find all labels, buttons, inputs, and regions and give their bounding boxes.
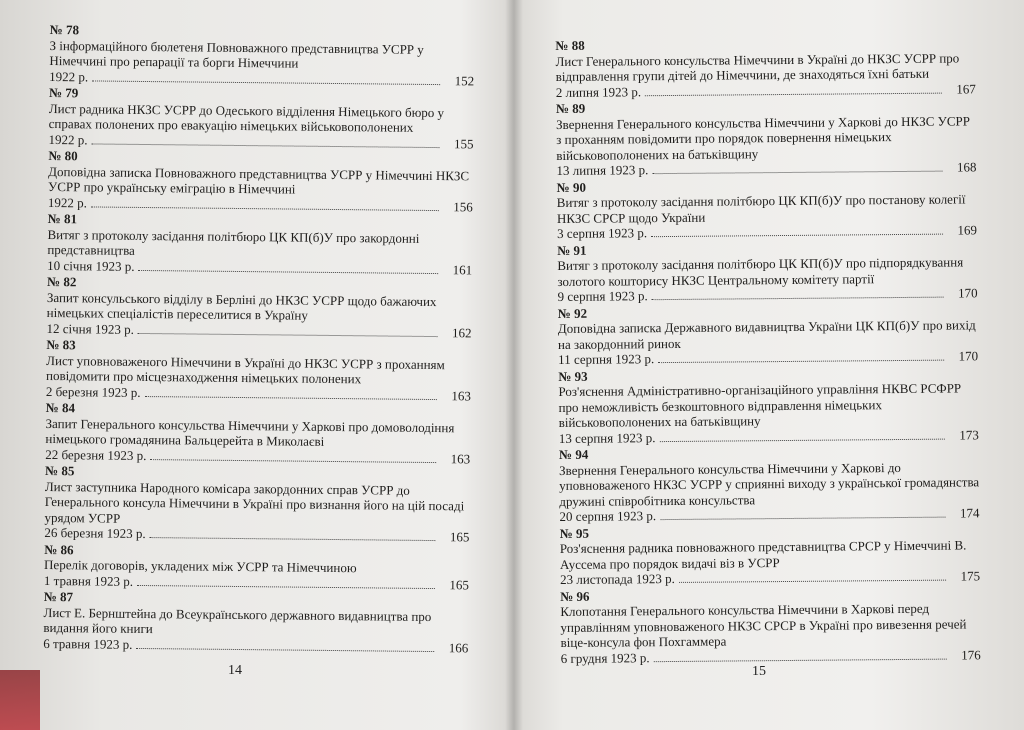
dot-leader	[150, 449, 436, 463]
entry-page-number: 174	[959, 505, 980, 521]
toc-entry	[46, 274, 472, 340]
book-spine	[505, 0, 523, 730]
entry-number: № 83	[46, 336, 76, 353]
entry-date: 13 серпня 1923 р.	[558, 429, 656, 446]
dot-leader	[659, 428, 944, 441]
entry-date: 6 травня 1923 р.	[43, 635, 133, 652]
toc-entry	[45, 400, 471, 466]
entry-description: Витяг з протоколу засідання політбюро ЦК КП(б)У про постанову колегії НКЗС СРСР щодо України	[556, 191, 966, 226]
entry-page-number: 170	[958, 348, 979, 364]
toc-entry	[49, 22, 475, 88]
entry-page-number: 163	[451, 387, 471, 403]
entry-date: 11 серпня 1923 р.	[558, 351, 655, 367]
entry-page-number: 173	[959, 426, 979, 442]
toc-entry	[556, 97, 977, 178]
dot-leader	[92, 70, 440, 85]
entry-description: Клопотання Генерального консульства Німеччини в Харкові перед управлінням уповноваженого НКЗС СРСР в Україні про вивезення речей віце-консула фон Похгаммера	[560, 600, 967, 650]
entry-page-number: 166	[448, 639, 469, 655]
dot-leader	[654, 648, 947, 662]
toc-entry	[44, 463, 470, 545]
entry-number: № 81	[47, 210, 78, 227]
dot-leader	[652, 287, 944, 301]
entry-description: Лист Е. Бернштейна до Всеукраїнського державного видавництва про видання його книги	[43, 604, 432, 637]
entry-date: 23 листопада 1923 р.	[559, 570, 675, 587]
entry-number: № 84	[45, 399, 76, 416]
toc-entry	[558, 365, 979, 446]
toc-entry	[557, 176, 978, 242]
toc-entry	[46, 337, 472, 403]
toc-entry	[555, 34, 976, 100]
entry-date-line	[561, 647, 981, 666]
entry-date: 1922 р.	[49, 68, 89, 84]
right-page-entries	[555, 34, 980, 666]
entry-description: Звернення Генерального консульства Німеччини у Харкові до НКЗС УСРР з проханням повідомити про порядок повернення німецьких військовополонених на батьківщину	[556, 112, 971, 163]
entry-description: Звернення Генерального консульства Німеччини у Харкові до уповноваженого НКЗС УСРР у сприянні виходу з української громадянства дружині співробітника консульства	[559, 459, 980, 509]
right-page-number: 15	[752, 664, 766, 679]
entry-date: 2 липня 1923 р.	[555, 83, 642, 100]
entry-description: Запит консульського відділу в Берліні до НКЗС УСРР щодо бажаючих німецьких спеціалістів переселитися в Україну	[46, 289, 437, 323]
book-cover-edge	[0, 670, 40, 730]
entry-date: 3 серпня 1923 р.	[556, 225, 648, 241]
entry-date: 6 грудня 1923 р.	[560, 649, 650, 666]
entry-description: Доповідна записка Державного видавництва України ЦК КП(б)У про вихід на закордонний ринок	[557, 317, 976, 352]
entry-description: Лист заступника Народного комісара закордонних справ УСРР до Генерального консула Німеччини в Україні про визнання його на цій посаді урядом УСРР	[44, 478, 465, 526]
entry-description: Перелік договорів, укладених між УСРР та Німеччиною	[44, 556, 357, 576]
entry-number: № 90	[556, 179, 587, 195]
entry-date: 22 березня 1923 р.	[45, 446, 147, 463]
entry-description: Лист Генерального консульства Німеччини в Україні до НКЗС УСРР про відправлення групи дітей до Німеччини, де знаходяться їхні батьки	[555, 49, 960, 84]
dot-leader	[145, 386, 437, 400]
dot-leader	[139, 259, 439, 273]
toc-entry	[560, 522, 981, 588]
entry-page-number: 168	[956, 159, 977, 175]
entry-description: Витяг з протоколу засідання політбюро ЦК КП(б)У про підпорядкування золотого кошторису НКЗС Центральному комітету партії	[557, 254, 964, 289]
entry-page-number: 165	[449, 529, 470, 545]
entry-description: Лист уповноваженого Німеччини в Україні до НКЗС УСРР з проханням повідомити про місцезнаходження німецьких полонених	[45, 352, 445, 387]
dot-leader	[651, 224, 943, 238]
dot-leader	[136, 637, 434, 651]
entry-description: Запит Генерального консульства Німеччини у Харкові про домоволодіння німецького громадянина Бальцерейта в Миколаєві	[45, 415, 455, 449]
toc-entry	[43, 589, 469, 655]
entry-description: Лист радника НКЗС УСРР до Одеського відділення Німецького бюро у справах полонених про евакуацію німецьких військовополонених	[48, 100, 445, 135]
entry-date: 13 липня 1923 р.	[556, 162, 649, 178]
entry-date: 12 січня 1923 р.	[46, 320, 134, 337]
entry-number: № 92	[557, 305, 588, 321]
entry-page-number: 162	[451, 324, 472, 340]
entry-description: Доповідна записка Повноважного представництва УСРР у Німеччині НКЗС УСРР про українську еміграцію в Німеччині	[47, 163, 470, 197]
entry-date: 20 серпня 1923 р.	[559, 508, 657, 524]
dot-leader	[150, 527, 436, 541]
toc-entry	[558, 302, 979, 368]
entry-page-number: 156	[453, 198, 473, 214]
entry-number: № 88	[555, 37, 585, 53]
entry-page-number: 161	[452, 261, 473, 277]
dot-leader	[91, 133, 439, 148]
entry-number: № 78	[49, 21, 80, 38]
dot-leader	[660, 507, 945, 520]
entry-number: № 79	[48, 84, 79, 101]
entry-number: № 94	[558, 446, 589, 462]
dot-leader	[137, 574, 435, 588]
entry-number: № 86	[44, 541, 74, 557]
left-page-number: 14	[228, 663, 242, 678]
entry-description: Роз'яснення радника повноважного представництва СРСР у Німеччині В. Аусcема про порядок видачі віз в УСРР	[559, 537, 967, 572]
entry-number: № 80	[48, 147, 78, 164]
entry-number: № 87	[43, 588, 74, 605]
entry-page-number: 167	[956, 80, 976, 97]
toc-entry	[559, 443, 980, 524]
left-page	[43, 0, 475, 656]
dot-leader	[652, 161, 942, 175]
toc-entry	[47, 211, 473, 277]
right-page	[555, 0, 981, 667]
entry-description: Витяг з протоколу засідання політбюро ЦК КП(б)У про закордонні представництва	[47, 226, 420, 258]
entry-date: 10 січня 1923 р.	[47, 257, 135, 274]
entry-description: Роз'яснення Адміністративно-організаційного управління НКВС РСФРР про неможливість безкоштовного відправлення німецьких військовополонених на батьківщину	[558, 380, 962, 430]
entry-date-line	[43, 635, 468, 655]
entry-date: 1922 р.	[47, 194, 87, 210]
entry-number: № 93	[558, 368, 588, 384]
dot-leader	[138, 322, 438, 336]
entry-page-number: 155	[453, 135, 474, 151]
entry-page-number: 170	[958, 285, 978, 301]
entry-date: 2 березня 1923 р.	[45, 383, 141, 400]
entry-page-number: 175	[960, 568, 981, 584]
dot-leader	[658, 350, 944, 363]
dot-leader	[91, 196, 439, 211]
toc-entry	[44, 541, 469, 592]
dot-leader	[679, 570, 946, 583]
entry-page-number: 176	[961, 646, 981, 662]
entry-page-number: 152	[454, 72, 475, 88]
entry-page-number: 163	[450, 450, 471, 466]
entry-date: 1 травня 1923 р.	[43, 572, 134, 589]
toc-entry	[560, 585, 981, 666]
entry-date: 1922 р.	[48, 131, 88, 147]
toc-entry	[48, 148, 474, 214]
entry-number: № 89	[555, 100, 586, 116]
entry-number: № 96	[560, 588, 590, 604]
dot-leader	[645, 82, 942, 96]
toc-entry	[48, 85, 474, 151]
entry-number: № 91	[557, 242, 587, 258]
entry-date: 26 березня 1923 р.	[44, 524, 146, 542]
entry-number: № 95	[559, 525, 590, 541]
entry-date: 9 серпня 1923 р.	[557, 288, 648, 304]
entry-number: № 85	[44, 462, 75, 479]
entry-number: № 82	[46, 273, 77, 290]
left-page-entries	[43, 22, 475, 655]
toc-entry	[557, 239, 978, 305]
entry-description: З інформаційного бюлетеня Повноважного представництва УСРР у Німеччині про репарації та борги Німеччини	[49, 37, 424, 71]
entry-page-number: 165	[449, 576, 469, 592]
entry-page-number: 169	[957, 222, 978, 238]
